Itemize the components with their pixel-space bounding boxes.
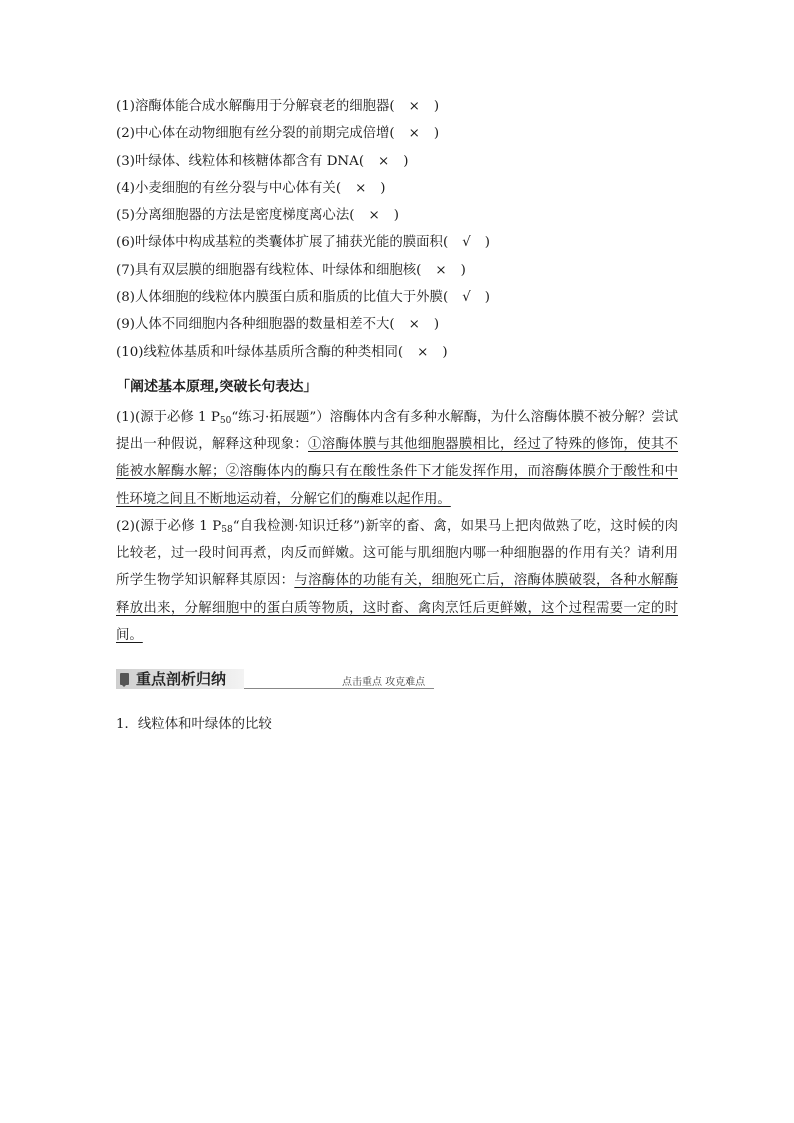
judgment-item: (7)具有双层膜的细胞器有线粒体、叶绿体和细胞核( × ) [116,257,716,284]
judgment-item: (8)人体细胞的线粒体内膜蛋白质和脂质的比值大于外膜( √ ) [116,284,716,311]
judgment-item: (5)分离细胞器的方法是密度梯度离心法( × ) [116,202,716,229]
section-title [116,376,317,396]
section-close-bracket: 」 [303,379,318,395]
judgment-mark: × [408,126,420,142]
judgment-mark: × [368,208,380,224]
judgment-item: (1)溶酶体能合成水解酶用于分解衰老的细胞器( × ) [116,93,716,120]
judgment-mark: × [408,317,420,333]
judgment-item: (9)人体不同细胞内各种细胞器的数量相差不大( × ) [116,311,716,338]
judgment-mark: × [378,153,390,169]
question-2: (2)(源于必修 1 $P_{58}“$自我检测·知识迁移”)新宰的畜、禽，如果马上把肉做熟了吃，这时候的肉比较老，过一段时间再煮，肉反而鲜嫩。这可能与肌细胞内哪一种细胞器的作用有关？请利用所学生物学知识解释其原因：与溶酶体的功能有关，细胞死亡后，溶酶体膜破裂，各种水解酶释放出来，分解细胞中的蛋白质等物质，这时畜、禽肉烹饪后更鲜嫩，这个过程需要一定的时间。 [116,519,679,643]
judgment-mark: √ [462,235,471,251]
judgment-mark: √ [462,290,471,306]
judgment-item: (3)叶绿体、线粒体和核糖体都含有 DNA( × ) [116,148,716,175]
section-open-bracket: 「 [116,379,130,395]
question-1-text: “练习·拓展题”）溶酶体内含有多种水解酶，为什么溶酶体膜不被分解？尝试提出一种假说，解释这种现象： [116,410,679,453]
question-2-answer: 与溶酶体的功能有关，细胞死亡后，溶酶体膜破裂，各种水解酶释放出来，分解细胞中的蛋白质等物质，这时畜、禽肉烹饪后更鲜嫩，这个过程需要一定的时间。 [116,573,679,643]
page-subscript: 58 [221,525,233,535]
judgment-mark: × [417,344,429,360]
banner-divider [244,688,434,689]
question-2-text: “自我检测·知识迁移”)新宰的畜、禽，如果马上把肉做熟了吃，这时候的肉比较老，过一段时间再煮，肉反而鲜嫩。这可能与肌细胞内哪一种细胞器的作用有关？请利用所学生物学知识解释其原因： [116,519,679,589]
true-false-list [116,93,716,366]
judgment-item: (6)叶绿体中构成基粒的类囊体扩展了捕获光能的膜面积( √ ) [116,229,716,256]
section-banner [116,669,434,693]
judgment-item: (2)中心体在动物细胞有丝分裂的前期完成倍增( × ) [116,120,716,147]
page-subscript: 50 [219,416,232,426]
question-1-answer: ①溶酶体膜与其他细胞器膜相比，经过了特殊的修饰，使其不能被水解酶水解；②溶酶体内的酶只有在酸性条件下才能发挥作用，而溶酶体膜介于酸性和中性环境之间且不断地运动着，分解它们的酶难以起作用。 [116,437,679,507]
judgment-item: (10)线粒体基质和叶绿体基质所含酶的种类相同( × ) [116,339,716,366]
section-title-text: 阐述基本原理,突破长句表达 [130,379,304,395]
judgment-item: (4)小麦细胞的有丝分裂与中心体有关( × ) [116,175,716,202]
question-1: (1)(源于必修 1 $P_{50}“$练习·拓展题”）溶酶体内含有多种水解酶，为什么溶酶体膜不被分解？尝试提出一种假说，解释这种现象：①溶酶体膜与其他细胞器膜相比，经过了特殊的修饰，使其不能被水解酶水解；②溶酶体内的酶只有在酸性条件下才能发挥作用，而溶酶体膜介于酸性和中性环境之间且不断地运动着，分解它们的酶难以起作用。 [116,410,679,507]
banner-subtitle: 点击重点 攻克难点 [342,677,426,688]
judgment-mark: × [435,262,447,278]
judgment-mark: × [355,180,367,196]
banner-title: 重点剖析归纳 [136,670,227,688]
subheading: 1．线粒体和叶绿体的比较 [116,717,272,732]
judgment-mark: × [408,99,420,114]
